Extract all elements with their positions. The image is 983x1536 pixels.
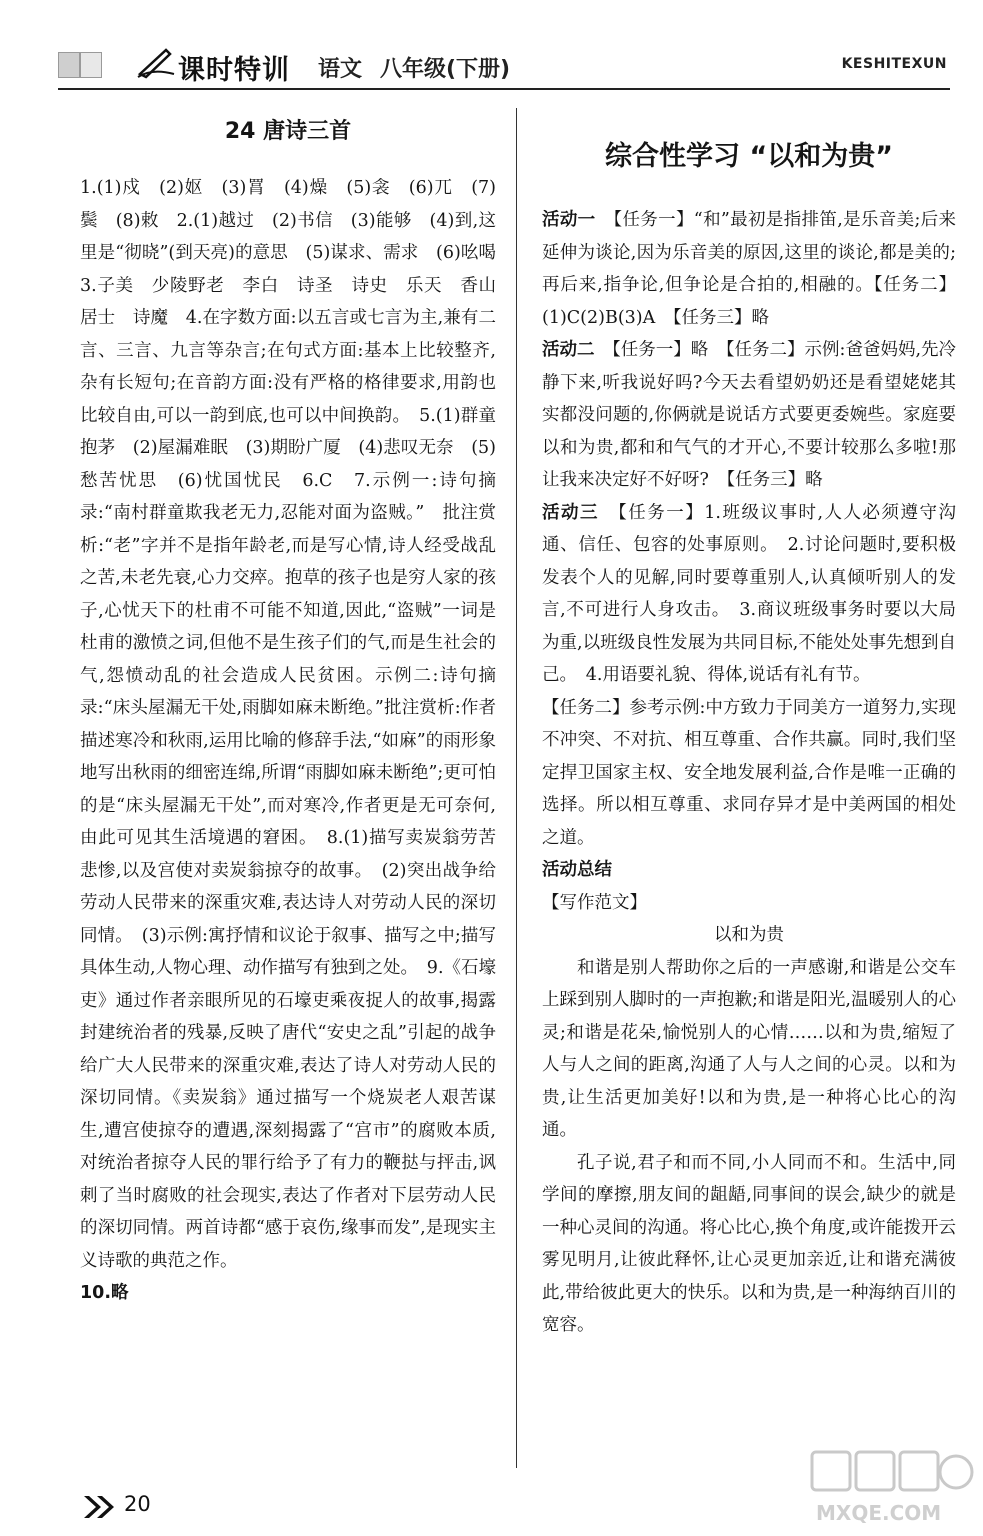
- section-title-comprehensive-study: 综合性学习 “以和为贵”: [605, 141, 893, 172]
- activity-summary-label: 活动总结: [542, 860, 612, 880]
- answers-text: 1.(1)戍 (2)妪 (3)罥 (4)燥 (5)衾 (6)兀 (7)鬓 (8)敕 2.(1)越过 (2)书信 (3)能够 (4)到,这里是“彻晓”(到天亮)的意思 (5)谋求、需求 (6)吆喝 3.子美 少陵野老 李白 诗圣 诗史 乐天 香山居士 诗魔 4.在字数方面:以五言或七言为主,兼有二言、三言、九言等杂言;在句式方面:基本上比较整齐,杂有长短句;在音韵方面:没有严格的格律要求,用韵也比较自由,可以一韵到底,也可以中间换韵。 5.(1)群童抱茅 (2)屋漏难眠 (3)期盼广厦 (4)悲叹无奈 (5)愁苦忧思 (6)忧国忧民 6.C 7.示例一:诗句摘录:“南村群童欺我老无力,忍能对面为盗贼。” 批注赏析:“老”字并不是指年龄老,而是写心情,诗人经受战乱之苦,未老先衰,心力交瘁。抱草的孩子也是穷人家的孩子,心忧天下的杜甫不可能不知道,因此,“盗贼”一词是杜甫的激愤之词,但他不是生孩子们的气,而是生社会的气,怨愤动乱的社会造成人民贫困。示例二:诗句摘录:“床头屋漏无干处,雨脚如麻未断绝。”批注赏析:作者描述寒冷和秋雨,运用比喻的修辞手法,“如麻”的雨形象地写出秋雨的细密连绵,所谓“雨脚如麻未断绝”;更可怕的是“床头屋漏无干处”,而对寒冷,作者更是无可奈何,由此可见其生活境遇的窘困。 8.(1)描写卖炭翁劳苦悲惨,以及宫使对卖炭翁掠夺的故事。 (2)突出战争给劳动人民带来的深重灾难,表达诗人对劳动人民的深切同情。 (3)示例:寓抒情和议论于叙事、描写之中;描写具体生动,人物心理、动作描写有独到之处。 9.《石壕吏》通过作者亲眼所见的石壕吏乘夜捉人的故事,揭露封建统治者的残暴,反映了唐代“安史之乱”引起的战争给广大人民带来的深重灾难,表达了诗人对劳动人民的深切同情。《卖炭翁》通过描写一个烧炭老人艰苦谋生,遭宫使掠夺的遭遇,深刻揭露了“宫市”的腐败本质,对统治者掠夺人民的罪行给予了有力的鞭挞与抨击,讽刺了当时腐败的社会现实,表达了作者对下层劳动人民的深切同情。两首诗都“感于哀伤,缘事而发”,是现实主义诗歌的典范之作。: [80, 178, 514, 1271]
- activity-2-text: 【任务一】略 【任务二】示例:爸爸妈妈,先冷静下来,听我说好吗?今天去看望奶奶还是看望姥姥其实都没问题的,你俩就是说话方式要更委婉些。家庭要以和为贵,都和和气气的才开心,不要计较那么多啦!那让我来决定好不好呀? 【任务三】略: [542, 340, 957, 490]
- essay-paragraph-1: 和谐是别人帮助你之后的一声感谢,和谐是公交车上踩到别人脚时的一声抱歉;和谐是阳光,温暖别人的心灵;和谐是花朵,愉悦别人的心情……以和为贵,缩短了人与人之间的距离,沟通了人与人之间的心灵。以和为贵,让生活更加美好!以和为贵,是一种将心比心的沟通。: [542, 957, 956, 1140]
- subject-label: 语文: [318, 57, 363, 82]
- left-column: [80, 110, 514, 1310]
- pen-icon: [136, 44, 176, 80]
- watermark-text: MXQE.COM: [816, 1501, 942, 1525]
- double-chevron-icon: [82, 1494, 118, 1520]
- essay-paragraph-2: 孔子说,君子和而不同,小人同而不和。生活中,同学间的摩擦,朋友间的龃龉,同事间的误会,缺少的就是一种心灵间的沟通。将心比心,换个角度,或许能拨开云雾见明月,让彼此释怀,让心灵更加亲近,让和谐充满彼此,带给彼此更大的快乐。以和为贵,是一种海纳百川的宽容。: [542, 1152, 956, 1335]
- section-title-tang-poems: 24 唐诗三首: [224, 119, 352, 144]
- right-column: [542, 110, 956, 1342]
- essay-label: 【写作范文】: [542, 892, 647, 913]
- brand-title: 课时特训: [178, 55, 290, 86]
- activity-3-text: 【任务一】1.班级议事时,人人必须遵守沟通、信任、包容的处事原则。 2.讨论问题时,要积极发表个人的见解,同时要尊重别人,认真倾听别人的发言,不可进行人身攻击。 3.商议班级事务时要以大局为重,以班级良性发展为共同目标,不能处处事先想到自己。 4.用语要礼貌、得体,说话有礼有节。: [542, 502, 956, 685]
- page-number: 20: [124, 1492, 151, 1516]
- activity-1-text: 【任务一】“和”最初是指排笛,是乐音美;后来延伸为谈论,因为乐音美的原因,这里的谈论,都是美的;再后来,指争论,但争论是合拍的,相融的。【任务二】(1)C(2)B(3)A 【任务三】略: [542, 210, 957, 328]
- column-divider: [516, 108, 517, 1468]
- essay-title: 以和为贵: [714, 925, 784, 945]
- activity-2-label: 活动二: [542, 340, 595, 360]
- watermark-logo: [806, 1448, 976, 1528]
- activity-1-label: 活动一: [542, 210, 596, 230]
- book-logo-icon: [58, 44, 128, 80]
- activity-2: [542, 334, 956, 497]
- page-header: [0, 0, 983, 90]
- activity-1: [542, 204, 956, 334]
- activity-3-task-2: 【任务二】参考示例:中方致力于同美方一道努力,实现不冲突、不对抗、相互尊重、合作共赢。同时,我们坚定捍卫国家主权、安全地发展利益,合作是唯一正确的选择。所以相互尊重、求同存异才是中美两国的相处之道。: [542, 697, 956, 848]
- header-divider: [58, 88, 950, 90]
- answer-10: 10.略: [80, 1283, 129, 1303]
- activity-3-label: 活动三: [542, 502, 599, 523]
- brand-pinyin: KESHITEXUN: [841, 56, 947, 72]
- activity-3: [542, 497, 956, 692]
- grade-label: 八年级(下册): [380, 57, 511, 82]
